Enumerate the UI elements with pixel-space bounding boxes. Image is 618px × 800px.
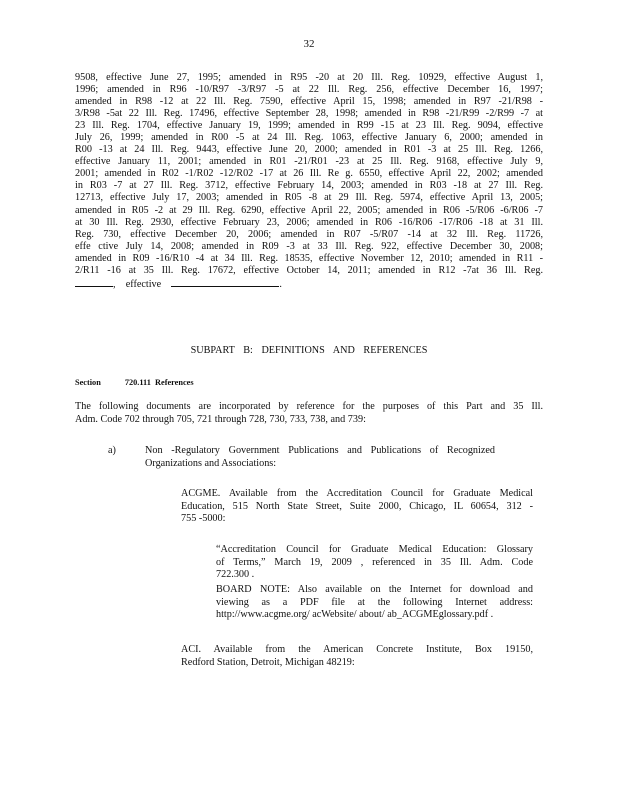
section-heading bbox=[75, 378, 194, 387]
blank-volume bbox=[75, 277, 113, 287]
history-line: 3/R98 -5at 22 Ill. Reg. 17496, effective September 28, 1998; amended in R98 -21/R99 -2/R99 -7 at bbox=[75, 108, 543, 120]
board-note bbox=[216, 584, 533, 622]
acgme-line: ACGME. Available from the Accreditation Council for Graduate Medical bbox=[181, 488, 533, 499]
history-line: at 30 Ill. Reg. 2930, effective February 23, 2006; amended in R06 -16/R06 -17/R06 -18 at 31 Ill. bbox=[75, 216, 543, 228]
aci-line: Redford Station, Detroit, Michigan 48219: bbox=[181, 656, 355, 668]
acgme-doc-line: 722.300 . bbox=[216, 569, 255, 581]
history-line: 12713, effective July 17, 2003; amended in R05 -8 at 29 Ill. Reg. 5974, effective April 13, 2005; bbox=[75, 192, 543, 204]
history-tail-line bbox=[75, 277, 543, 289]
acgme-line: Education, 515 North State Street, Suite 2000, Chicago, IL 60654, 312 - bbox=[181, 500, 533, 512]
intro-line: The following documents are incorporated by reference for the purposes of this Part and 35 Ill. bbox=[75, 401, 543, 412]
section-label: Section bbox=[75, 378, 101, 387]
board-note-url-line: http://www.acgme.org/ acWebsite/ about/ ab_ACGMEglossary.pdf . bbox=[216, 609, 494, 621]
history-line: amended in R09 -16/R10 -4 at 34 Ill. Reg. 18535, effective November 12, 2010; amended in R11 - bbox=[75, 252, 543, 264]
aci-line: ACI. Available from the American Concrete Institute, Box 19150, bbox=[181, 644, 533, 655]
blank-date bbox=[171, 277, 279, 287]
history-line: Reg. 730, effective December 20, 2006; amended in R07 -5/R07 -14 at 32 Ill. Reg. 11726, bbox=[75, 228, 543, 240]
history-line: July 26, 1999; amended in R00 -5 at 24 Ill. Reg. 1063, effective January 6, 2000; amended in bbox=[75, 132, 543, 144]
history-line: effective January 11, 2001; amended in R01 -21/R01 -23 at 25 Ill. Reg. 9168, effective July 9, bbox=[75, 156, 543, 168]
history-line: 23 Ill. Reg. 1704, effective January 19, 1999; amended in R99 -15 at 23 Ill. Reg. 9094, effective bbox=[75, 120, 543, 132]
history-line: 9508, effective June 27, 1995; amended in R95 -20 at 20 Ill. Reg. 10929, effective August 1, bbox=[75, 72, 543, 83]
item-a-line: Organizations and Associations: bbox=[145, 457, 277, 469]
history-tail-comma: , bbox=[113, 278, 116, 289]
history-line: 1996; amended in R96 -10/R97 -3/R97 -5 at 22 Ill. Reg. 256, effective December 16, 1997; bbox=[75, 84, 543, 96]
history-line: R00 -13 at 24 Ill. Reg. 9443, effective June 20, 2000; amended in R01 -3 at 25 Ill. Reg. 1266, bbox=[75, 144, 543, 156]
history-line: effe ctive July 14, 2008; amended in R09 -3 at 33 Ill. Reg. 922, effective December 30, 2008; bbox=[75, 240, 543, 252]
history-line: in R03 -7 at 27 Ill. Reg. 3712, effective February 14, 2003; amended in R03 -18 at 27 Ill. Reg. bbox=[75, 180, 543, 192]
aci-entry bbox=[181, 644, 533, 669]
acgme-doc-line: “Accreditation Council for Graduate Medical Education: Glossary bbox=[216, 544, 533, 555]
section-title: References bbox=[155, 378, 194, 387]
history-line: 2/R11 -16 at 35 Ill. Reg. 17672, effective October 14, 2011; amended in R12 -7at 36 Ill. Reg. bbox=[75, 264, 543, 276]
acgme-line: 755 -5000: bbox=[181, 513, 226, 525]
source-history-note bbox=[75, 72, 543, 289]
acgme-doc-line: of Terms,” March 19, 2009 , referenced in 35 Ill. Adm. Code bbox=[216, 556, 533, 568]
acgme-entry bbox=[181, 488, 533, 526]
history-tail-period: . bbox=[279, 278, 282, 289]
acgme-document bbox=[216, 544, 533, 582]
page-number: 32 bbox=[303, 38, 315, 50]
subpart-heading: SUBPART B: DEFINITIONS AND REFERENCES bbox=[190, 345, 428, 356]
intro-paragraph bbox=[75, 401, 543, 426]
history-line: amended in R05 -2 at 29 Ill. Reg. 6290, effective April 22, 2005; amended in R06 -5/R06 -6/R06 -7 bbox=[75, 204, 543, 216]
history-tail-effective: effective bbox=[125, 278, 162, 289]
history-line: amended in R98 -12 at 22 Ill. Reg. 7590, effective April 15, 1998; amended in R97 -21/R98 - bbox=[75, 96, 543, 108]
board-note-line: BOARD NOTE: Also available on the Internet for download and bbox=[216, 584, 533, 595]
history-line: 2001; amended in R02 -1/R02 -12/R02 -17 at 26 Ill. Re g. 6550, effective April 22, 2002; amended bbox=[75, 168, 543, 180]
item-a-label: a) bbox=[108, 445, 116, 456]
item-a-text bbox=[145, 445, 495, 470]
item-a-line: Non -Regulatory Government Publications and Publications of Recognized bbox=[145, 445, 495, 456]
section-number: 720.111 bbox=[124, 378, 151, 387]
board-note-line: viewing as a PDF file at the following Internet address: bbox=[216, 596, 533, 608]
intro-line: Adm. Code 702 through 705, 721 through 728, 730, 733, 738, and 739: bbox=[75, 413, 366, 425]
